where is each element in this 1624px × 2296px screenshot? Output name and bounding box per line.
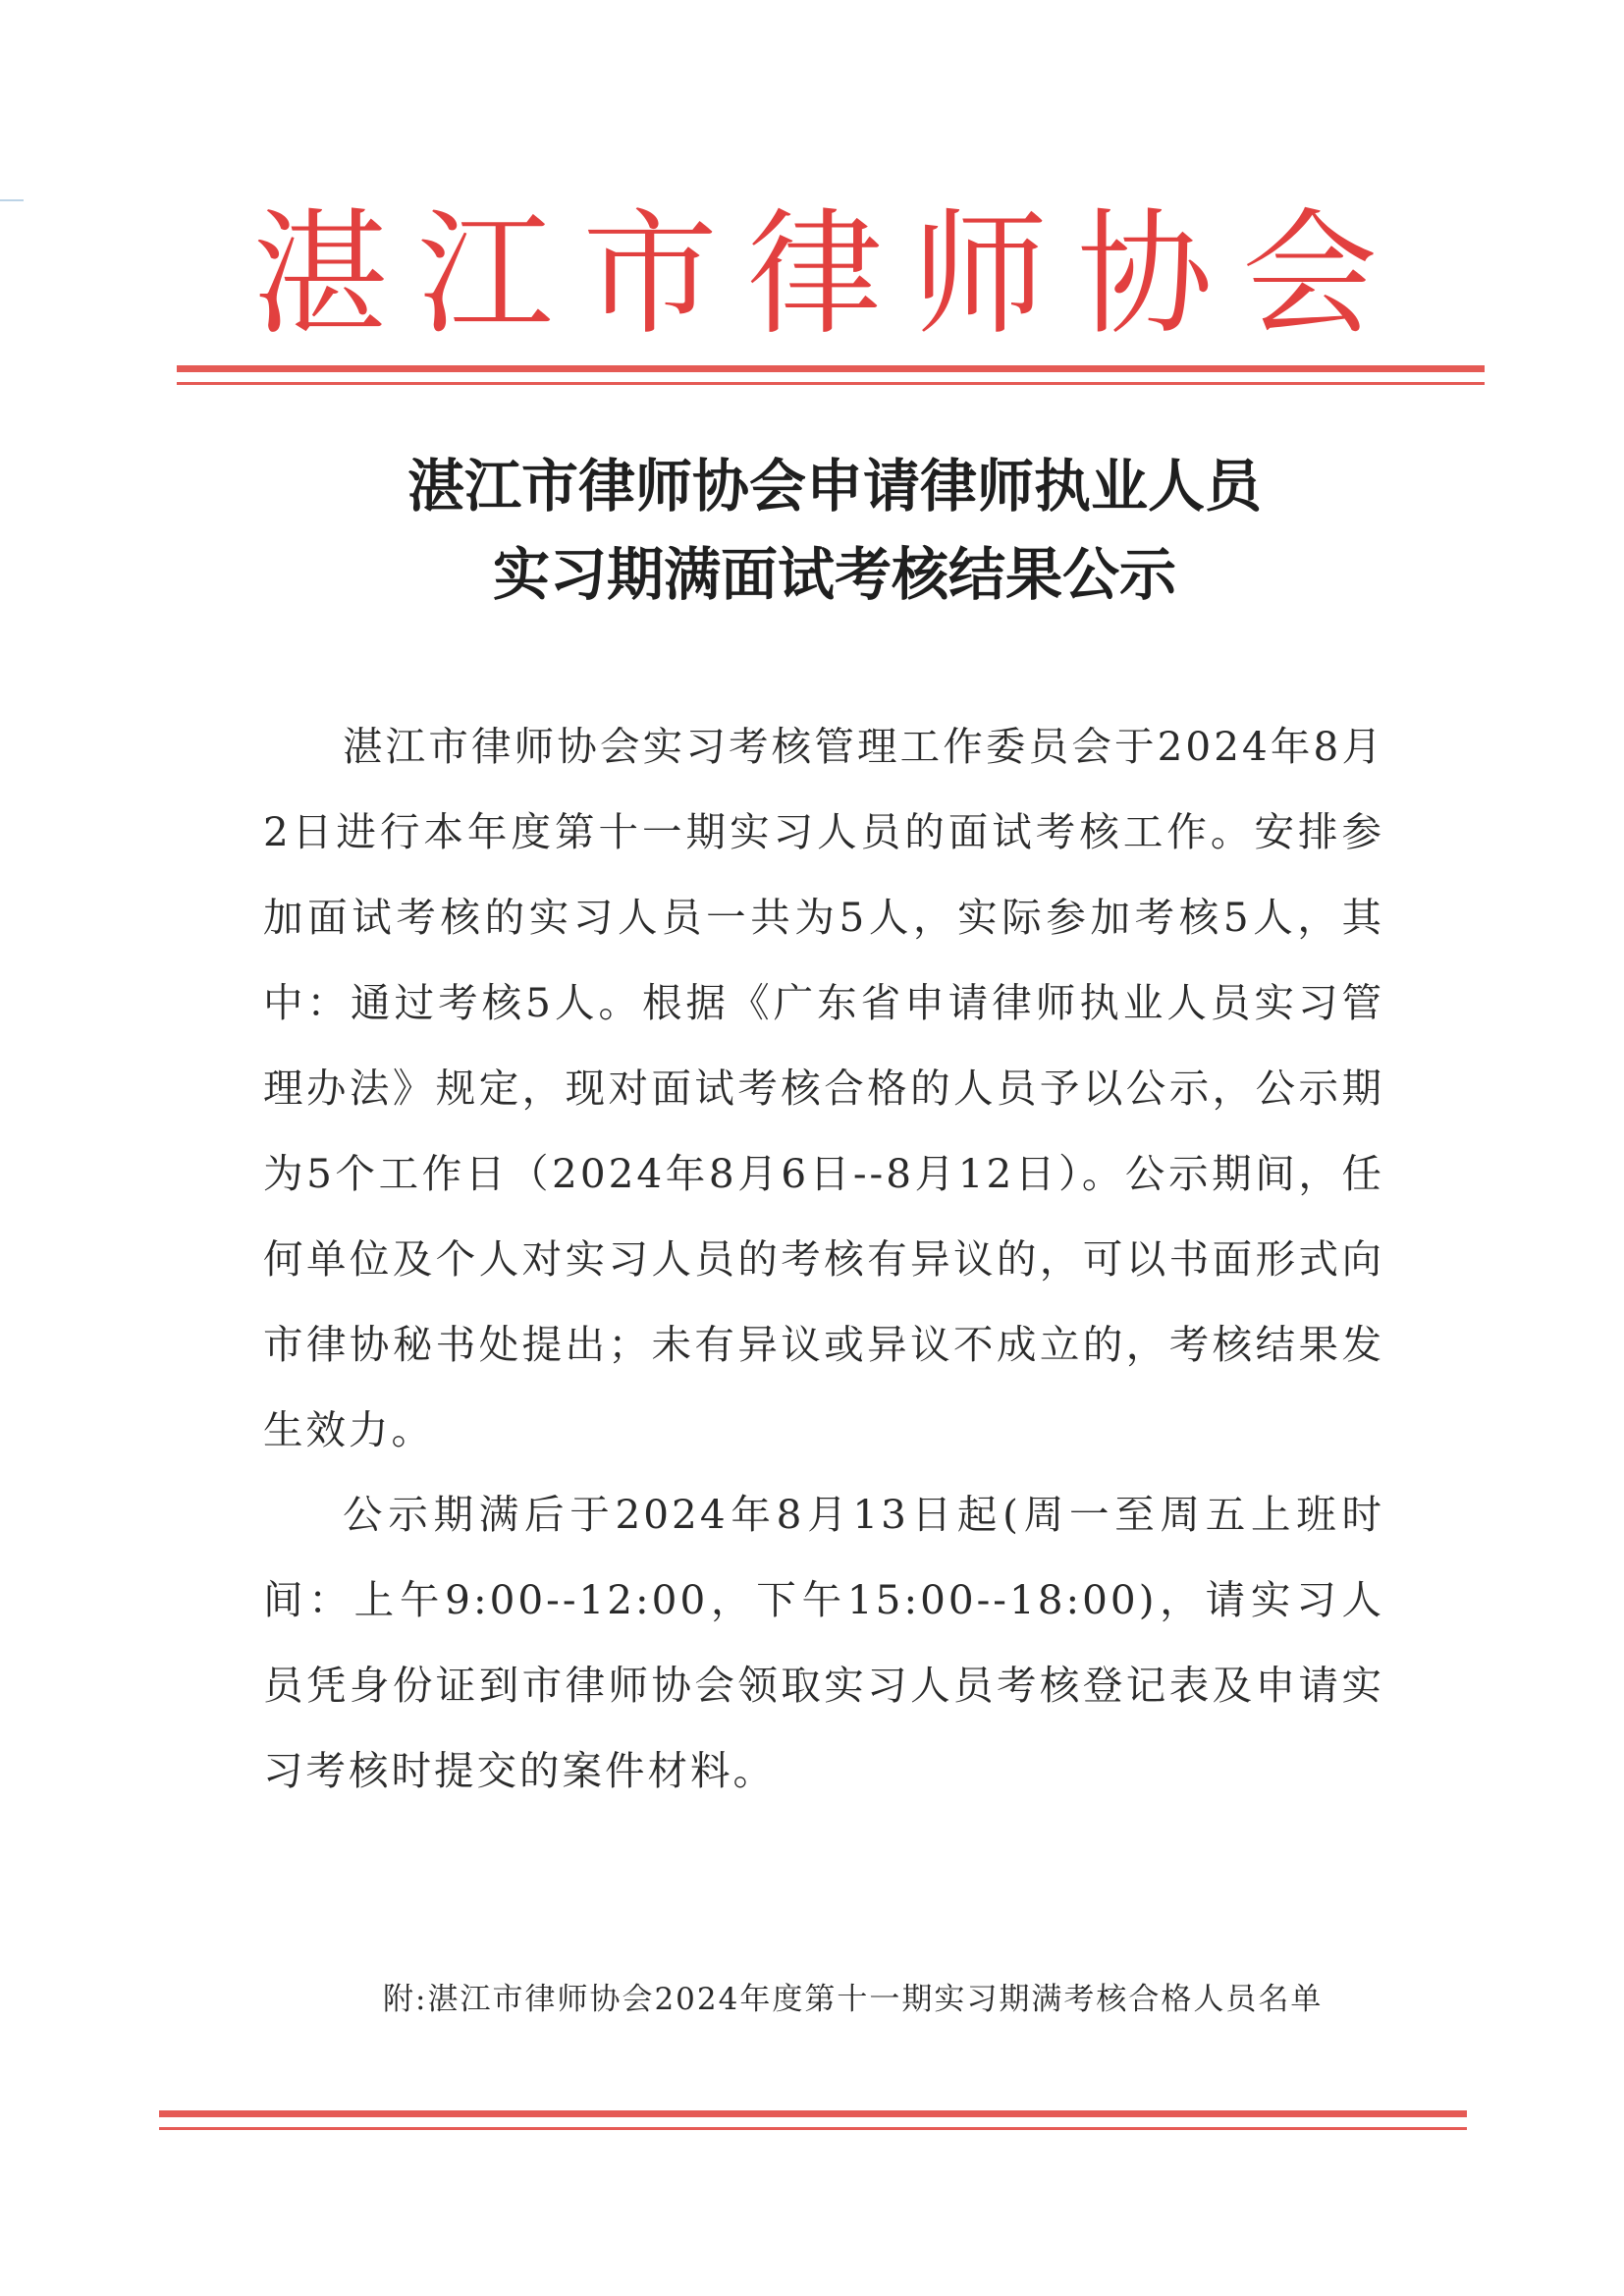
footer-rule-thick bbox=[159, 2110, 1467, 2117]
margin-mark bbox=[0, 199, 24, 201]
letterhead-rule-thin bbox=[177, 382, 1485, 385]
body-paragraph-1: 湛江市律师协会实习考核管理工作委员会于2024年8月2日进行本年度第十一期实习人员的面试考核工作。安排参加面试考核的实习人员一共为5人，实际参加考核5人，其中：通过考核5人。根据《广东省申请律师执业人员实习管理办法》规定，现对面试考核合格的人员予以公示，公示期为5个工作日（2024年8月6日--8月12日）。公示期间，任何单位及个人对实习人员的考核有异议的，可以书面形式向市律协秘书处提出；未有异议或异议不成立的，考核结果发生效力。 bbox=[263, 723, 1384, 1453]
attachment-note: 附:湛江市律师协会2024年度第十一期实习期满考核合格人员名单 bbox=[383, 1982, 1324, 2017]
footer-rule-thin bbox=[159, 2127, 1467, 2130]
document-title-line-2: 实习期满面试考核结果公示 bbox=[492, 541, 1176, 608]
letterhead-title: 湛江市律师协会 bbox=[251, 195, 1407, 354]
body-paragraph-2: 公示期满后于2024年8月13日起(周一至周五上班时间：上午9:00--12:00，下午15:00--18:00)，请实习人员凭身份证到市律师协会领取实习人员考核登记表及申请实习考核时提交的案件材料。 bbox=[263, 1491, 1384, 1794]
document-title-line-1: 湛江市律师协会申请律师执业人员 bbox=[406, 453, 1262, 519]
letterhead-rule-thick bbox=[177, 365, 1485, 372]
